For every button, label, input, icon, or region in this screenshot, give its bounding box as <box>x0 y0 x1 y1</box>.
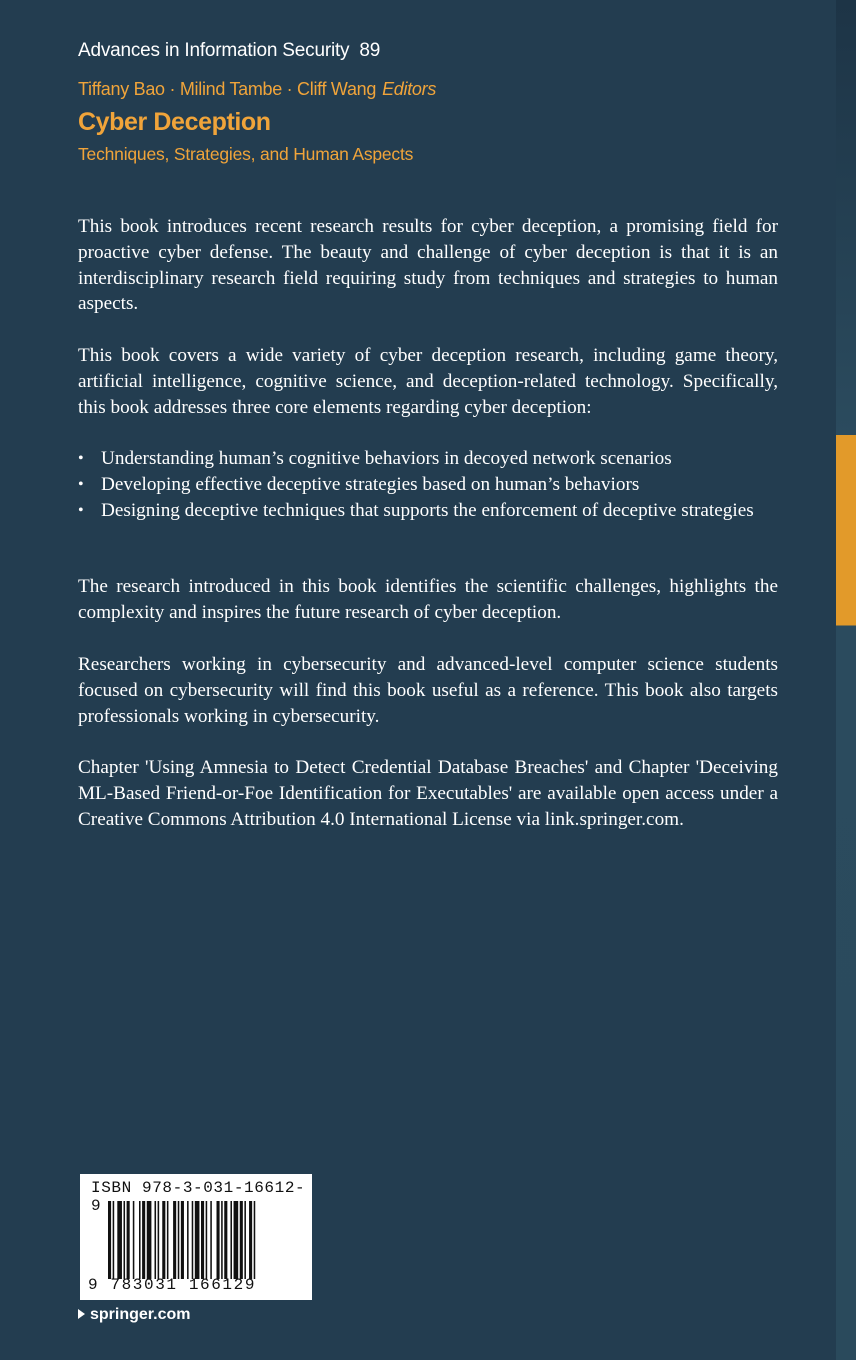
list-item: • Developing effective deceptive strategies based on human’s behaviors <box>78 472 778 498</box>
barcode-bar <box>117 1201 122 1279</box>
barcode-bar <box>162 1201 165 1279</box>
list-item: • Designing deceptive techniques that supports the enforcement of deceptive strategies <box>78 498 778 524</box>
barcode-bar <box>234 1201 239 1279</box>
spine-edge <box>836 0 856 1360</box>
barcode-bars <box>108 1201 302 1279</box>
barcode-bar <box>142 1201 145 1279</box>
editors-line <box>78 79 436 100</box>
barcode-bar <box>139 1201 141 1279</box>
barcode-bar <box>221 1201 223 1279</box>
barcode-bar <box>192 1201 194 1279</box>
series-line <box>78 40 380 62</box>
research-paragraph: The research introduced in this book identifies the scientific challenges, highlights the complexity and inspires the future research of cyber deception. <box>78 576 778 623</box>
barcode-bar <box>249 1201 252 1279</box>
barcode-bar <box>217 1201 220 1279</box>
core-elements-list <box>78 446 778 523</box>
barcode-bar <box>254 1201 256 1279</box>
barcode-bar <box>195 1201 200 1279</box>
website-url: springer.com <box>90 1306 191 1323</box>
barcode-bar <box>133 1201 135 1279</box>
barcode-bar <box>210 1201 212 1279</box>
barcode-bar <box>167 1201 169 1279</box>
audience-paragraph: Researchers working in cybersecurity and advanced-level computer science students focused on cybersecurity will find this book useful as a reference. This book also targets professionals working in cybersecurity. <box>78 654 778 727</box>
coverage-paragraph: This book covers a wide variety of cyber deception research, including game theory, artificial intelligence, cognitive science, and deception-related technology. Specifically, this book addresses three core elements regarding cyber deception: <box>78 345 778 418</box>
book-subtitle: Techniques, Strategies, and Human Aspects <box>78 144 414 164</box>
editors-role: Editors <box>382 79 437 99</box>
intro-paragraph: This book introduces recent research results for cyber deception, a promising field for proactive cyber defense. The beauty and challenge of cyber deception is that it is an interdisciplinary research field requiring study from techniques and strategies to human aspects. <box>78 216 778 315</box>
series-volume: 89 <box>359 40 381 61</box>
barcode-bar <box>181 1201 184 1279</box>
barcode-digits: 9 783031 166129 <box>88 1276 257 1294</box>
barcode-bar <box>224 1201 227 1279</box>
barcode-bar <box>124 1201 126 1279</box>
barcode-bar <box>158 1201 160 1279</box>
barcode-bar <box>230 1201 232 1279</box>
barcode-bar <box>127 1201 130 1279</box>
barcode-bar <box>155 1201 157 1279</box>
open-access-paragraph: Chapter 'Using Amnesia to Detect Credential Database Breaches' and Chapter 'Deceiving ML-Based Friend-or-Foe Identification for Executables' are available open access under a Creative Commons Attribution 4.0 International License via link.springer.com. <box>78 757 778 830</box>
barcode-bar <box>201 1201 204 1279</box>
barcode-bar <box>178 1201 180 1279</box>
series-name: Advances in Information Security <box>78 40 350 61</box>
barcode-bar <box>244 1201 246 1279</box>
list-item: • Understanding human’s cognitive behaviors in decoyed network scenarios <box>78 446 778 472</box>
barcode-bar <box>147 1201 152 1279</box>
barcode-bar <box>240 1201 243 1279</box>
website-link[interactable] <box>78 1306 190 1324</box>
barcode-bar <box>108 1201 111 1279</box>
isbn-label: ISBN 978-3-031-16612-9 <box>91 1179 306 1215</box>
arrow-right-icon <box>78 1309 85 1319</box>
barcode-bar <box>173 1201 176 1279</box>
editor-names: Tiffany Bao · Milind Tambe · Cliff Wang <box>78 79 377 99</box>
isbn-barcode <box>80 1174 312 1300</box>
barcode-bar <box>187 1201 189 1279</box>
book-title: Cyber Deception <box>78 108 271 136</box>
barcode-bar <box>206 1201 208 1279</box>
barcode-bar <box>113 1201 115 1279</box>
